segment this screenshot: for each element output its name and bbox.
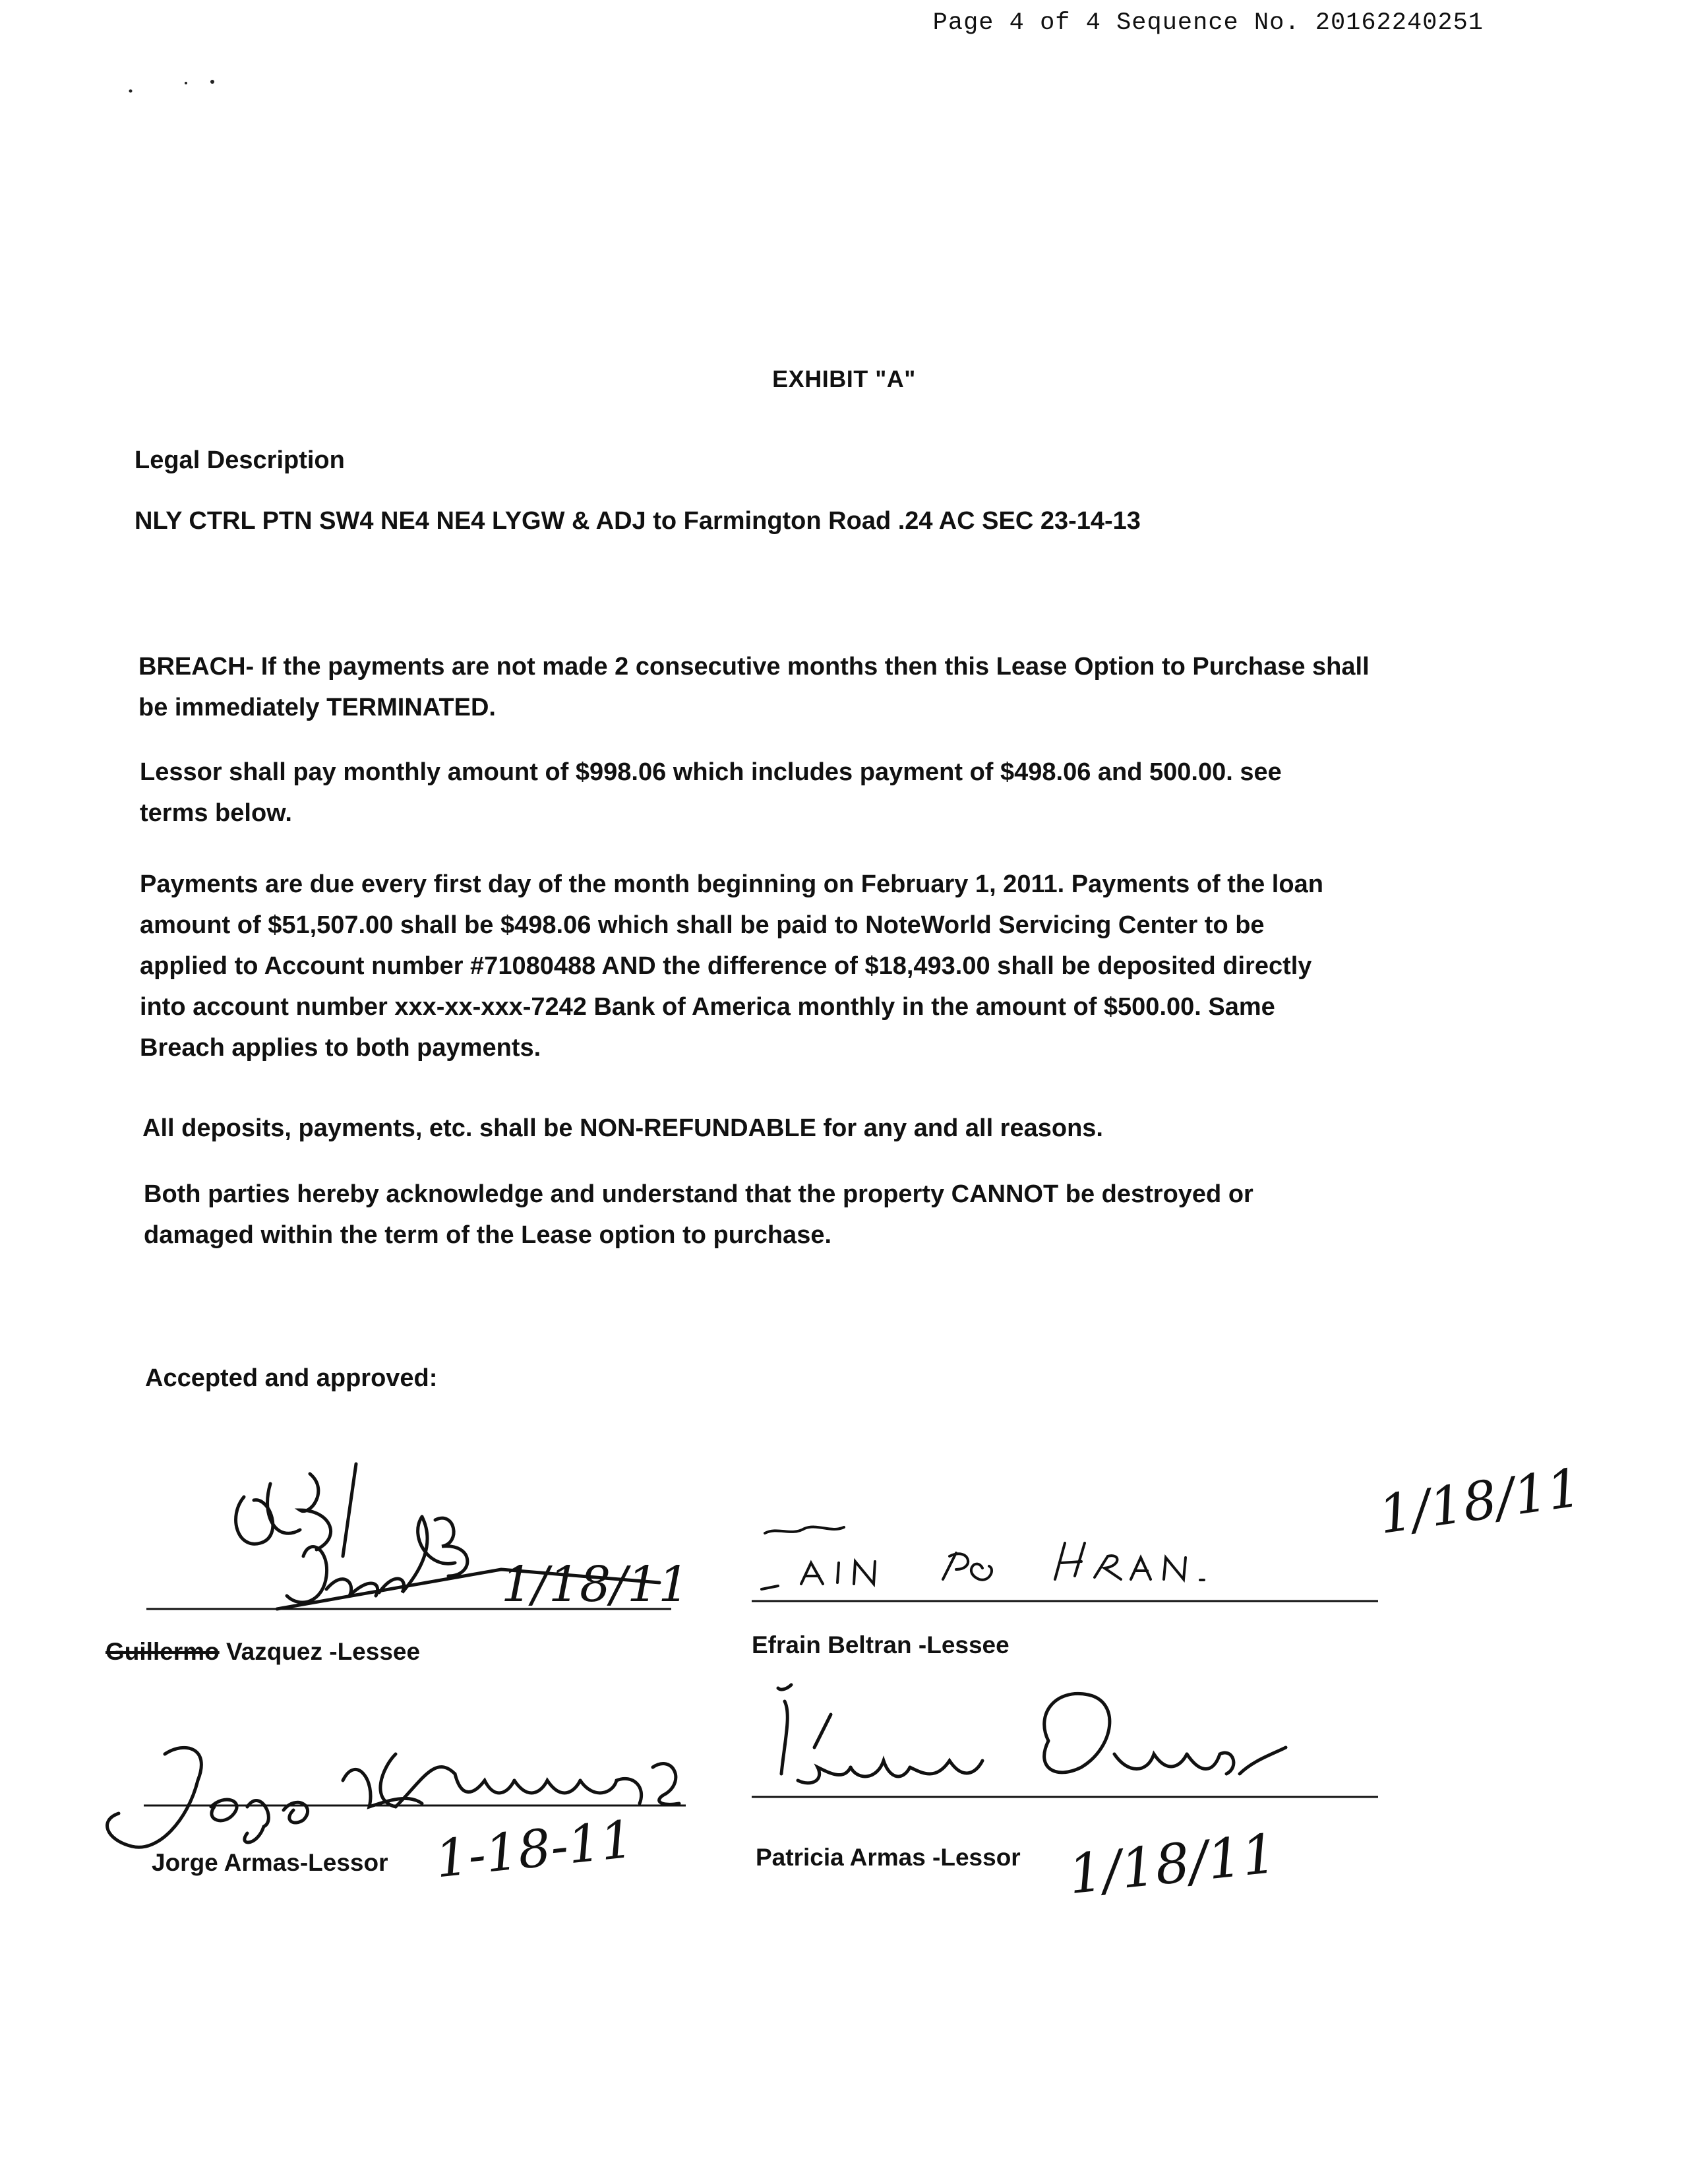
guillermo-signature-label (106, 1638, 420, 1666)
payments-due-line-5: Breach applies to both payments. (140, 1034, 541, 1062)
scan-specks (125, 78, 231, 98)
payments-due-line-1: Payments are due every first day of the month beginning on February 1, 2011. Payments of the loan (140, 870, 1323, 898)
payments-due-line-4: into account number xxx-xx-xxx-7242 Bank of America monthly in the amount of $500.00. Same (140, 993, 1275, 1021)
lessor-payment-line-1: Lessor shall pay monthly amount of $998.06 which includes payment of $498.06 and 500.00. see (140, 758, 1282, 786)
page-sequence-header: Page 4 of 4 Sequence No. 20162240251 (932, 9, 1484, 37)
acknowledge-paragraph (144, 1174, 1253, 1256)
patricia-signature-date: 1/18/11 (1065, 1822, 1280, 1907)
non-refundable-paragraph (142, 1108, 1103, 1149)
patricia-signature (778, 1685, 1286, 1783)
accepted-approved-label: Accepted and approved: (145, 1364, 438, 1392)
non-refundable-line-1: All deposits, payments, etc. shall be NON-REFUNDABLE for any and all reasons. (142, 1114, 1103, 1142)
lessor-payment-line-2: terms below. (140, 799, 292, 827)
legal-description-text: NLY CTRL PTN SW4 NE4 NE4 LYGW & ADJ to Farmington Road .24 AC SEC 23-14-13 (135, 507, 1141, 535)
efrain-signature-label: Efrain Beltran -Lessee (752, 1631, 1010, 1658)
payments-due-paragraph (140, 864, 1323, 1068)
jorge-signature-date: 1-18-11 (433, 1809, 636, 1890)
breach-line-1: BREACH- If the payments are not made 2 consecutive months then this Lease Option to Purchase shall (138, 653, 1370, 681)
acknowledge-line-2: damaged within the term of the Lease option to purchase. (144, 1221, 832, 1249)
guillermo-lessee-label: Vazquez -Lessee (219, 1638, 421, 1665)
breach-line-2: be immediately TERMINATED. (138, 694, 496, 721)
legal-description-heading: Legal Description (135, 446, 345, 474)
efrain-signature-date: 1/18/11 (1375, 1456, 1585, 1546)
acknowledge-line-1: Both parties hereby acknowledge and understand that the property CANNOT be destroyed or (144, 1180, 1253, 1208)
patricia-signature-label: Patricia Armas -Lessor (756, 1844, 1021, 1871)
payments-due-line-3: applied to Account number #71080488 AND the difference of $18,493.00 shall be deposited directly (140, 952, 1312, 980)
payments-due-line-2: amount of $51,507.00 shall be $498.06 which shall be paid to NoteWorld Servicing Center to be (140, 911, 1265, 939)
breach-paragraph (138, 646, 1370, 728)
jorge-signature-label: Jorge Armas-Lessor (152, 1849, 388, 1876)
guillermo-struck-name: Guillermo (106, 1638, 220, 1665)
lessor-payment-paragraph (140, 752, 1282, 834)
efrain-signature (762, 1527, 1204, 1589)
guillermo-signature-date: 1/18/11 (501, 1556, 690, 1613)
exhibit-title: EXHIBIT "A" (772, 365, 916, 392)
